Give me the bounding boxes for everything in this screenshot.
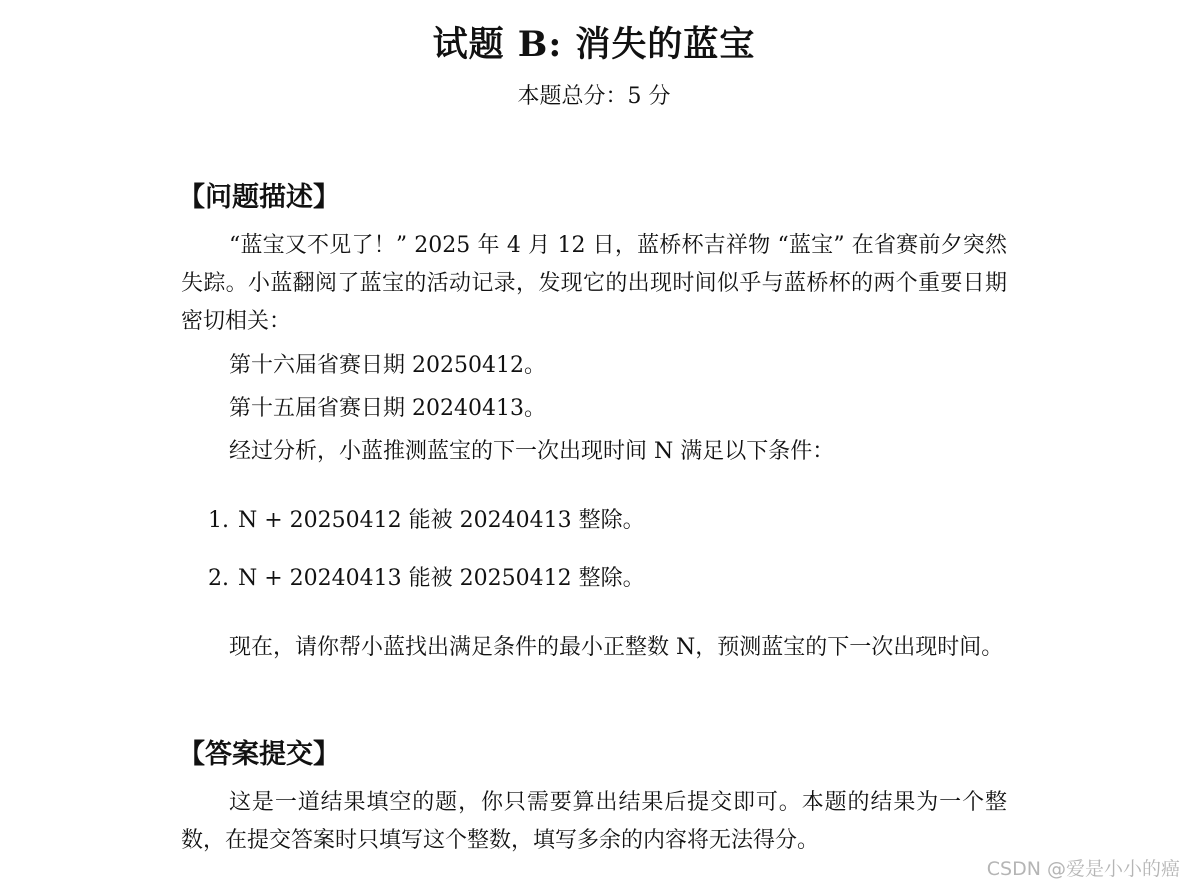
contest-date-16th: 第十六届省赛日期 20250412。 <box>229 353 546 378</box>
analysis-line: 经过分析，小蓝推测蓝宝的下一次出现时间 N 满足以下条件： <box>229 439 835 464</box>
total-score: 本题总分：5 分 <box>517 84 671 109</box>
problem-title: 试题 B: 消失的蓝宝 <box>432 24 756 65</box>
condition-number: 2. <box>208 566 229 591</box>
condition-number: 1. <box>208 508 229 533</box>
submission-instructions-paragraph: 这是一道结果填空的题，你只需要算出结果后提交即可。本题的结果为一个整数，在提交答案时只填写这个整数，填写多余的内容将无法得分。 <box>181 790 1007 853</box>
condition-list-item <box>208 506 645 536</box>
conclusion-paragraph: 现在，请你帮小蓝找出满足条件的最小正整数 N，预测蓝宝的下一次出现时间。 <box>229 635 1004 660</box>
csdn-watermark: CSDN @爱是小小的癌 <box>986 858 1180 880</box>
problem-description-heading: 【问题描述】 <box>178 182 340 213</box>
condition-list-item <box>208 564 645 594</box>
condition-text: N + 20240413 能被 20250412 整除。 <box>238 566 645 591</box>
condition-text: N + 20250412 能被 20240413 整除。 <box>238 508 645 533</box>
answer-submission-heading: 【答案提交】 <box>178 739 340 770</box>
problem-intro-paragraph: “蓝宝又不见了！” 2025 年 4 月 12 日，蓝桥杯吉祥物 “蓝宝” 在省赛前夕突然失踪。小蓝翻阅了蓝宝的活动记录，发现它的出现时间似乎与蓝桥杯的两个重要日期密切相关： <box>181 233 1007 334</box>
contest-date-15th: 第十五届省赛日期 20240413。 <box>229 396 546 421</box>
